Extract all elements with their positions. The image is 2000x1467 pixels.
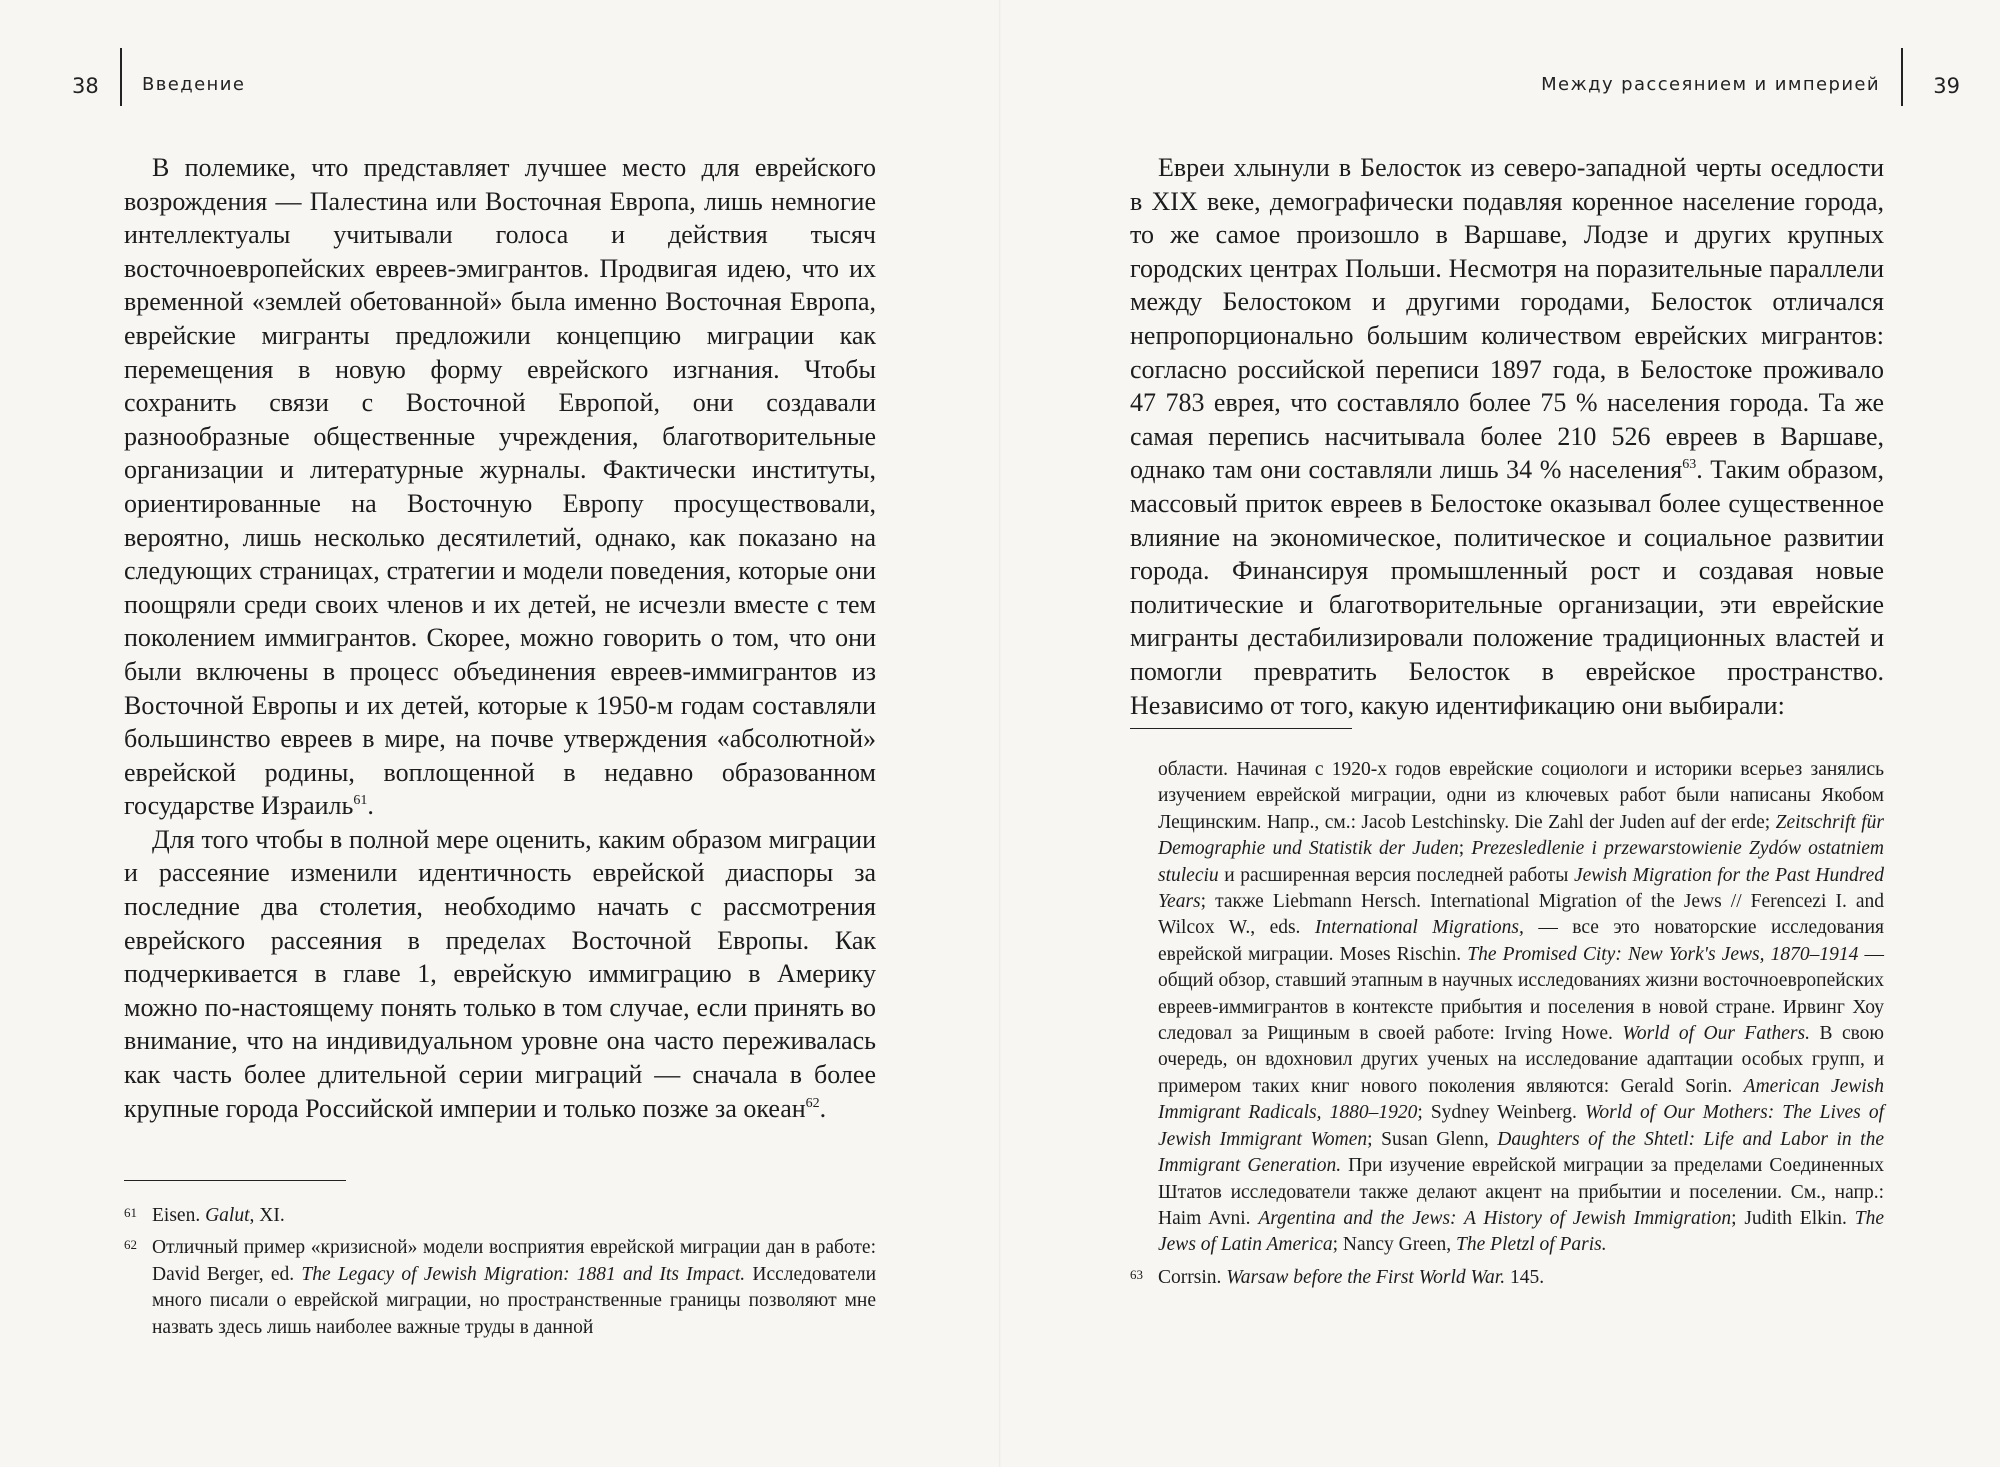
- footnote-ref[interactable]: 62: [805, 1095, 820, 1111]
- footnote-mark: 61: [124, 1205, 137, 1220]
- header-rule: [1901, 48, 1903, 106]
- right-page: [1000, 0, 2000, 1467]
- paragraph: Евреи хлынули в Белосток из северо-западной черты оседлости в XIX веке, демографически подавляя коренное население города, то же самое произошло в Варшаве, Лодзе и других крупных городских центрах Польши. Несмотря на поразительные параллели между Белостоком и другими городами, Белосток отличался непропорционально большим количеством еврейских мигрантов: согласно российской переписи 1897 года, в Белостоке проживало 47 783 еврея, что составляло более 75 % населения города. Та же самая перепись насчитывала более 210 526 евреев в Варшаве, однако там они составляли лишь 34 % населения$^{63}$. Таким образом, массовый приток евреев в Белостоке оказывал более существенное влияние на экономическое, политическое и социальное развитии города. Финансируя промышленный рост и создавая новые политические и благотворительные организации, эти еврейские мигранты дестабилизировали положение традиционных властей и помогли превратить Белосток в еврейское пространство. Независимо от того, какую идентификацию они выбирали:: [1130, 153, 1884, 720]
- page-number: 38: [72, 74, 99, 98]
- page-number: 39: [1933, 74, 1960, 98]
- footnote: 62 Отличный пример «кризисной» модели восприятия еврейской миграции дан в работе: David Berger, ed. The Legacy of Jewish Migration: 1881 and Its Impact. Исследователи много писали о еврейской миграции, но пространственные границы позволяют мне назвать здесь лишь наиболее важные труды в данной: [124, 1237, 877, 1338]
- running-head: Введение: [142, 74, 246, 95]
- footnote-continuation: области. Начиная с 1920-х годов еврейские социологи и историки всерьез занялись изучением еврейской миграции, одни из ключевых работ были написаны Якобом Лещинским. Напр., см.: Jacob Lestchinsky. Die Zahl der Juden auf der erde; Zeitschrift für Demographie und Statistik der Juden; Prezesledlenie i przewarstowienie Zydów ostatniem stuleciu и расширенная версия последней работы Jewish Migration for the Past Hundred Years; также Liebmann Hersch. International Migration of the Jews // Ferencezi I. and Wilcox W., eds. International Migrations, — все это новаторские исследования еврейской миграции. Moses Rischin. The Promised City: New York's Jews, 1870–1914 — общий обзор, ставший этапным в научных исследованиях жизни восточноевропейских евреев-иммигрантов в контексте прибытия и поселения в новой стране. Ирвинг Хоу следовал за Рищиным в своей работе: Irving Howe. World of Our Fathers. В свою очередь, он вдохновил других ученых на исследование адаптации особых групп, и примером таких книг нового поколения являются: Gerald Sorin. American Jewish Immigrant Radicals, 1880–1920; Sydney Weinberg. World of Our Mothers: The Lives of Jewish Immigrant Women; Susan Glenn, Daughters of the Shtetl: Life and Labor in the Immigrant Generation. При изучение еврейской миграции за пределами Соединенных Штатов исследователи также делают акцент на прибытии и поселении. См., напр.: Haim Avni. Argentina and the Jews: A History of Jewish Immigration; Judith Elkin. The Jews of Latin America; Nancy Green, The Pletzl of Paris.: [1158, 759, 1885, 1256]
- footnote: 61 Eisen. Galut, XI.: [124, 1205, 285, 1226]
- footnotes: [1130, 757, 1884, 1297]
- footnote-separator: [1130, 728, 1352, 729]
- running-head: Между рассеянием и империей: [1541, 74, 1880, 95]
- footnote-mark: 62: [124, 1237, 137, 1253]
- footnote-ref[interactable]: 63: [1682, 457, 1697, 473]
- paragraph: Для того чтобы в полной мере оценить, каким образом миграции и рассеяние изменили идентичность еврейской диаспоры за последние два столетия, необходимо начать с рассмотрения еврейского рассеяния в пределах Восточной Европы. Как подчеркивается в главе 1, еврейскую иммиграцию в Америку можно по-настоящему понять только в том случае, если принять во внимание, что на индивидуальном уровне она часто переживалась как часть более длительной серии миграций — сначала в более крупные города Российской империи и только позже за океан$^{62}$.: [124, 824, 876, 1123]
- footnotes: [124, 1203, 876, 1347]
- body-text: [1130, 151, 1884, 722]
- body-text: [124, 151, 876, 1125]
- footnote: 63 Corrsin. Warsaw before the First World War. 145.: [1130, 1266, 1545, 1288]
- footnote-ref[interactable]: 61: [353, 793, 368, 809]
- paragraph: В полемике, что представляет лучшее место для еврейского возрождения — Палестина или Восточная Европа, лишь немногие интеллектуалы учитывали голоса и действия тысяч восточноевропейских евреев-эмигрантов. Продвигая идею, что их временной «землей обетованной» была именно Восточная Европа, еврейские мигранты предложили концепцию миграции как перемещения в новую форму еврейского изгнания. Чтобы сохранить связи с Восточной Европой, они создавали разнообразные общественные учреждения, благотворительные организации и литературные журналы. Фактически институты, ориентированные на Восточную Европу просуществовали, вероятно, лишь несколько десятилетий, однако, как показано на следующих страницах, стратегии и модели поведения, которые они поощряли среди своих членов и их детей, не исчезли вместе с тем поколением иммигрантов. Скорее, можно говорить о том, что они были включены в процесс объединения евреев-иммигрантов из Восточной Европы и их детей, которые к 1950-м годам составляли большинство евреев в мире, на почве утверждения «абсолютной» еврейской родины, воплощенной в недавно образованном государстве Израиль$^{61}$.: [124, 153, 876, 821]
- footnote-mark: 63: [1130, 1266, 1143, 1282]
- header-rule: [120, 48, 122, 106]
- footnote-separator: [124, 1180, 346, 1181]
